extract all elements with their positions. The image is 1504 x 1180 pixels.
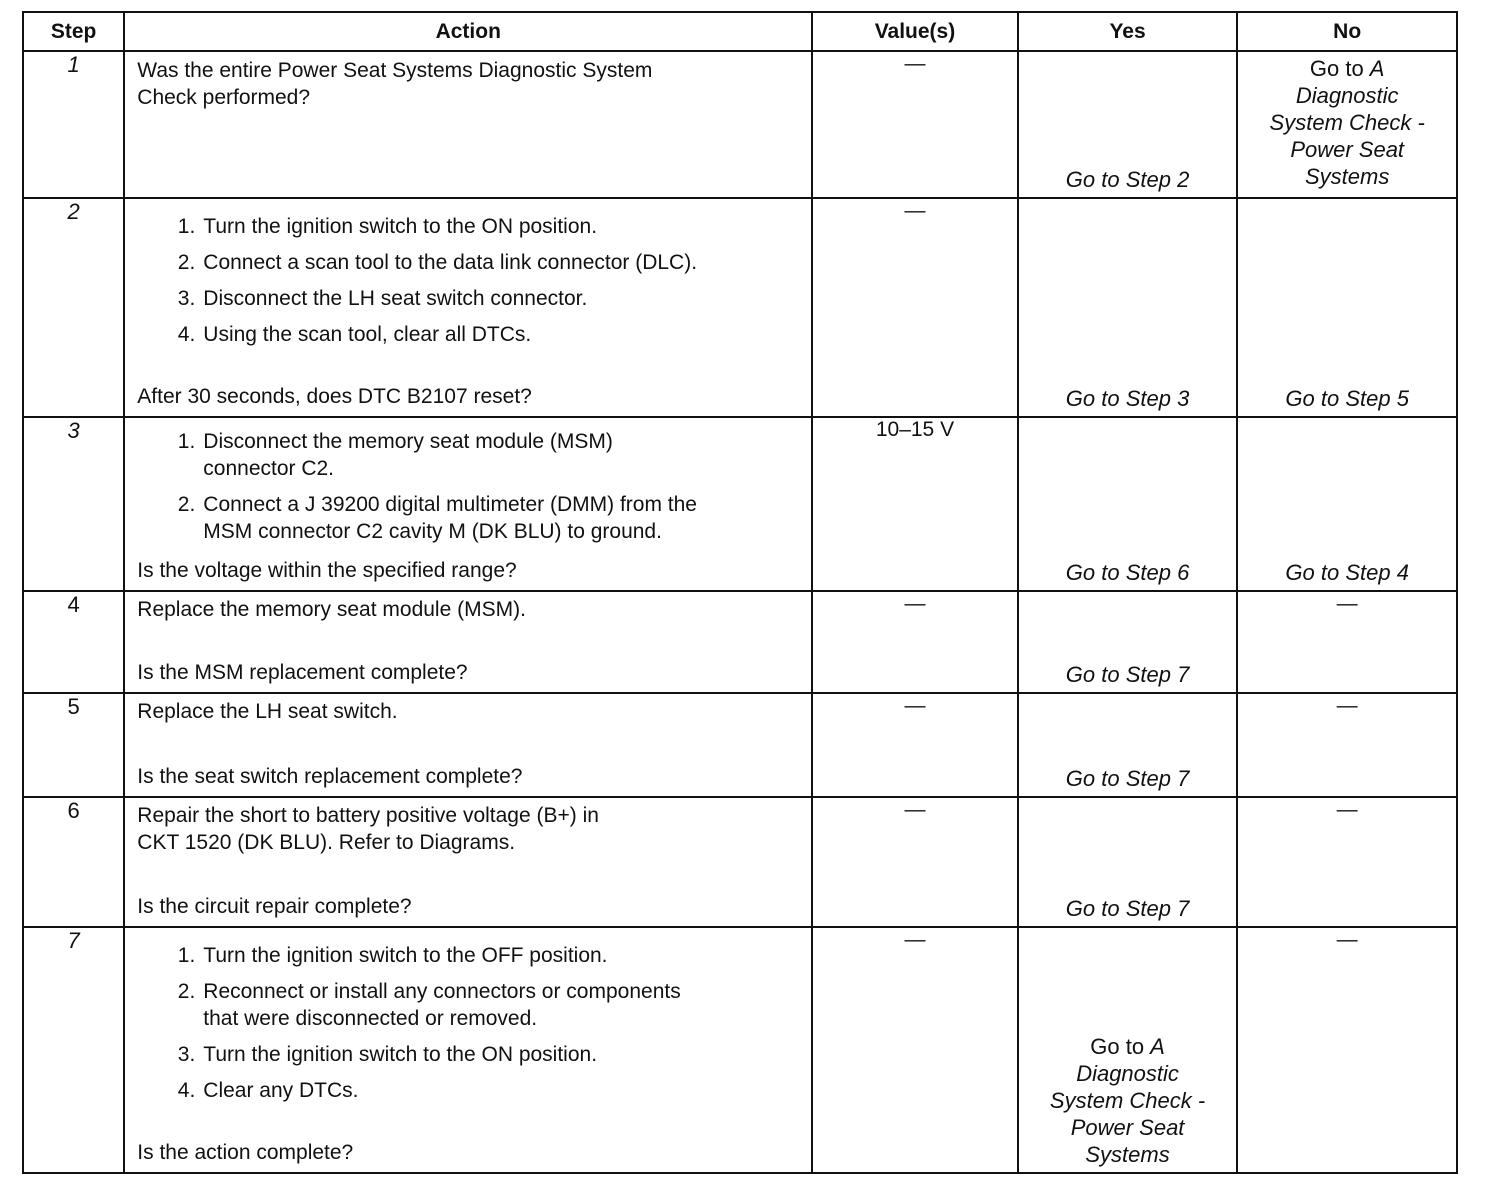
- list-item: 3. Disconnect the LH seat switch connector.: [177, 287, 588, 310]
- yes-cell: [1018, 797, 1238, 927]
- yes-cell: [1018, 693, 1238, 797]
- yes-link[interactable]: Go to Step 6: [1065, 560, 1190, 585]
- no-cell: —: [1237, 591, 1457, 693]
- list-item: 4. Clear any DTCs.: [177, 1079, 359, 1102]
- value-cell: —: [812, 927, 1018, 1173]
- no-link[interactable]: [1238, 55, 1456, 190]
- list-item: 2. Connect a scan tool to the data link connector (DLC).: [177, 251, 698, 274]
- no-link-prefix: Go to: [1309, 56, 1370, 81]
- value-cell: —: [812, 198, 1018, 417]
- action-cell: [124, 591, 812, 693]
- action-question: After 30 seconds, does DTC B2107 reset?: [137, 385, 532, 408]
- header-value: Value(s): [812, 12, 1018, 51]
- action-cell: [124, 693, 812, 797]
- header-step: Step: [23, 12, 124, 51]
- diagnostic-table: [22, 11, 1458, 1174]
- value-cell: —: [812, 591, 1018, 693]
- yes-cell: [1018, 591, 1238, 693]
- action-cell: [124, 797, 812, 927]
- action-text: Was the entire Power Seat Systems Diagnostic System Check performed?: [137, 59, 653, 109]
- list-item: 1. Disconnect the memory seat module (MSM) connector C2.: [177, 430, 613, 480]
- table-row: [23, 51, 1457, 198]
- step-number: 4: [23, 591, 124, 693]
- no-cell: —: [1237, 927, 1457, 1173]
- no-cell: [1237, 417, 1457, 591]
- action-text: Replace the memory seat module (MSM).: [137, 598, 526, 621]
- yes-cell: [1018, 51, 1238, 198]
- action-text: Replace the LH seat switch.: [137, 700, 398, 723]
- action-cell: [124, 198, 812, 417]
- value-cell: —: [812, 51, 1018, 198]
- step-number: 2: [23, 198, 124, 417]
- list-item: 3. Turn the ignition switch to the ON position.: [177, 1043, 598, 1066]
- action-cell: [124, 51, 812, 198]
- step-number: 5: [23, 693, 124, 797]
- action-cell: [124, 417, 812, 591]
- list-item: 1. Turn the ignition switch to the ON position.: [177, 215, 598, 238]
- action-steps: [137, 428, 801, 554]
- header-yes: Yes: [1018, 12, 1238, 51]
- header-action: Action: [124, 12, 812, 51]
- no-cell: [1237, 198, 1457, 417]
- no-cell: —: [1237, 693, 1457, 797]
- list-item: 2. Reconnect or install any connectors or components that were disconnected or removed.: [177, 980, 681, 1030]
- action-steps: [137, 213, 801, 357]
- yes-link[interactable]: Go to Step 3: [1065, 386, 1190, 411]
- yes-link[interactable]: Go to Step 7: [1065, 896, 1190, 921]
- list-item: 1. Turn the ignition switch to the OFF position.: [177, 944, 608, 967]
- no-link[interactable]: Go to Step 4: [1285, 560, 1409, 585]
- table-row: [23, 693, 1457, 797]
- no-link-target: A Diagnostic System Check - Power Seat Systems: [1269, 56, 1425, 189]
- action-cell: [124, 927, 812, 1173]
- yes-link[interactable]: [1019, 1033, 1237, 1168]
- action-question: Is the MSM replacement complete?: [137, 661, 468, 684]
- yes-link[interactable]: Go to Step 7: [1065, 766, 1190, 791]
- yes-link[interactable]: Go to Step 2: [1065, 167, 1190, 192]
- header-row: [23, 12, 1457, 51]
- table-row: [23, 591, 1457, 693]
- yes-link[interactable]: Go to Step 7: [1065, 662, 1190, 687]
- value-cell: —: [812, 797, 1018, 927]
- action-question: Is the circuit repair complete?: [137, 895, 412, 918]
- action-text: Repair the short to battery positive voltage (B+) in CKT 1520 (DK BLU). Refer to Diagrams.: [137, 804, 599, 854]
- value-cell: —: [812, 693, 1018, 797]
- table-row: [23, 797, 1457, 927]
- yes-link-prefix: Go to: [1090, 1034, 1151, 1059]
- step-number: 6: [23, 797, 124, 927]
- yes-cell: [1018, 198, 1238, 417]
- table-row: [23, 927, 1457, 1173]
- header-no: No: [1237, 12, 1457, 51]
- step-number: 1: [23, 51, 124, 198]
- no-link[interactable]: Go to Step 5: [1285, 386, 1409, 411]
- yes-cell: [1018, 417, 1238, 591]
- list-item: 2. Connect a J 39200 digital multimeter (DMM) from the MSM connector C2 cavity M (DK BLU) to ground.: [177, 493, 697, 543]
- table-row: [23, 198, 1457, 417]
- value-cell: 10–15 V: [812, 417, 1018, 591]
- no-cell: —: [1237, 797, 1457, 927]
- action-steps: [137, 942, 801, 1113]
- yes-link-target: A Diagnostic System Check - Power Seat Systems: [1049, 1034, 1206, 1167]
- action-question: Is the voltage within the specified range?: [137, 559, 517, 582]
- no-cell: [1237, 51, 1457, 198]
- step-number: 3: [23, 417, 124, 591]
- table-row: [23, 417, 1457, 591]
- action-question: Is the action complete?: [137, 1141, 354, 1164]
- yes-cell: [1018, 927, 1238, 1173]
- step-number: 7: [23, 927, 124, 1173]
- list-item: 4. Using the scan tool, clear all DTCs.: [177, 323, 532, 346]
- action-question: Is the seat switch replacement complete?: [137, 765, 523, 788]
